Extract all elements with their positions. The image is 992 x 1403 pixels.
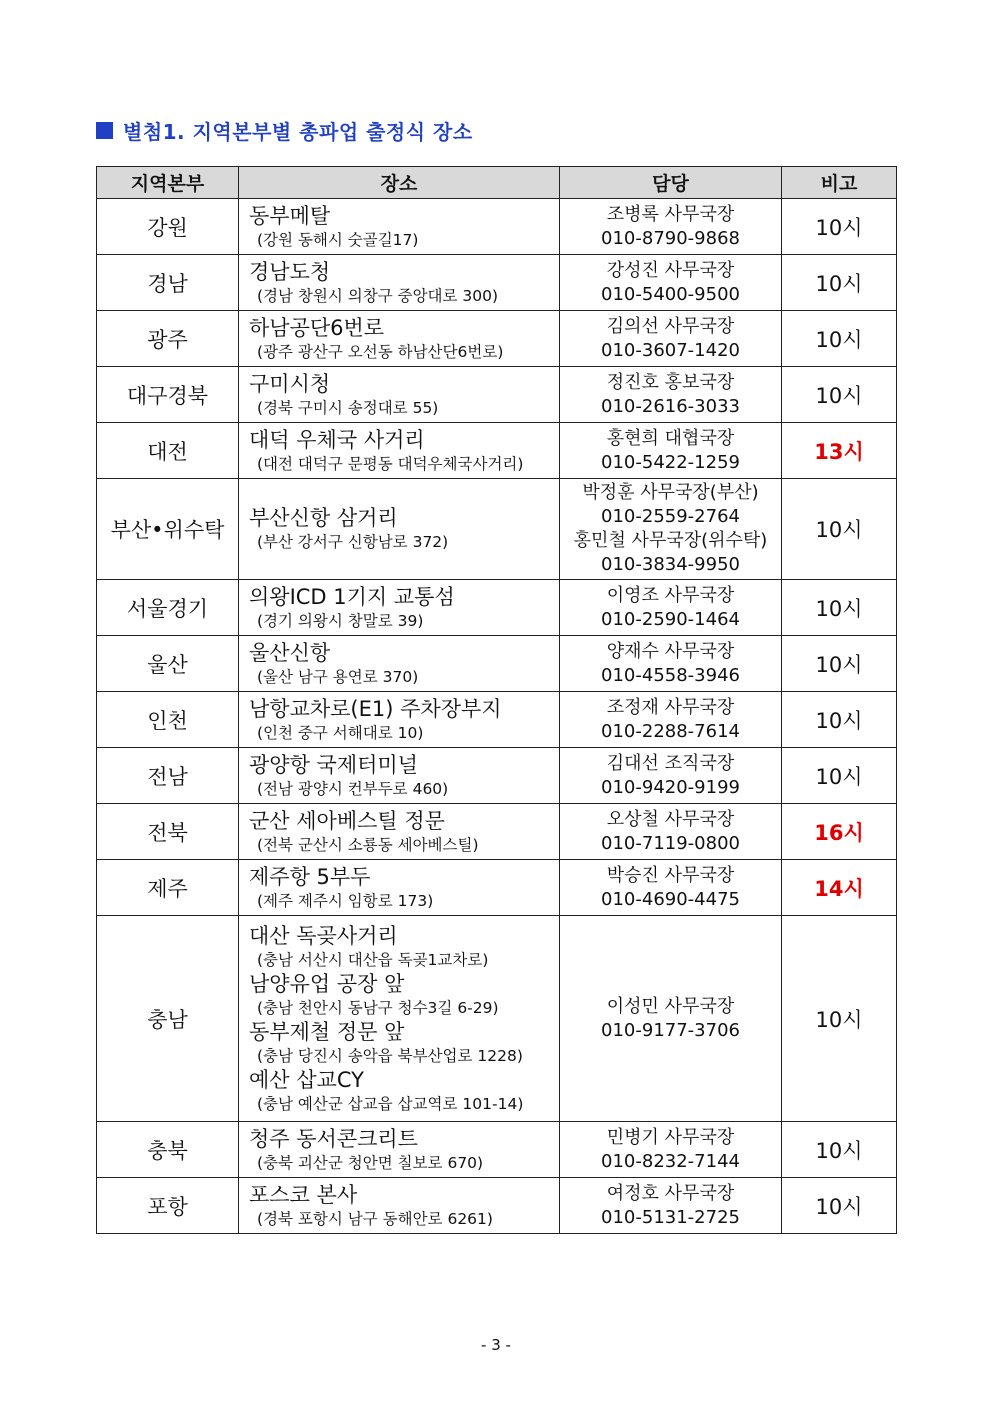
- contact-phone: 010-5131-2725: [601, 1206, 740, 1228]
- contact-phone: 010-8790-9868: [601, 227, 740, 249]
- place-name: 포스코 본사: [249, 1182, 358, 1207]
- place-name: 예산 삽교CY: [249, 1067, 364, 1092]
- square-bullet-icon: [96, 122, 113, 139]
- place-name: 동부메탈: [249, 203, 331, 228]
- table-row: [97, 860, 897, 916]
- place-cell: [239, 860, 560, 916]
- time-note-cell: 16시: [782, 804, 897, 860]
- place-cell: [239, 479, 560, 580]
- section-heading: [96, 116, 473, 145]
- contact-phone: 010-3834-9950: [601, 554, 740, 575]
- place-name: 대덕 우체국 사거리: [249, 427, 425, 452]
- contact-name: 홍민철 사무국장(위수탁): [573, 530, 768, 551]
- place-cell: [239, 748, 560, 804]
- place-name: 남항교차로(E1) 주차장부지: [249, 696, 502, 721]
- region-cell: 부산•위수탁: [97, 479, 239, 580]
- contact-cell: [560, 748, 782, 804]
- contact-name: 정진호 홍보국장: [606, 371, 735, 393]
- region-cell: 인천: [97, 692, 239, 748]
- time-note-cell: 10시: [782, 580, 897, 636]
- place-name: 광양항 국제터미널: [249, 752, 418, 777]
- region-cell: 울산: [97, 636, 239, 692]
- place-address: (광주 광산구 오선동 하남산단6번로): [257, 342, 504, 361]
- table-header-row: [97, 167, 897, 199]
- contact-name: 박승진 사무국장: [606, 864, 735, 886]
- contact-cell: [560, 311, 782, 367]
- region-cell: 전남: [97, 748, 239, 804]
- place-cell: [239, 255, 560, 311]
- region-cell: 포항: [97, 1178, 239, 1234]
- place-address: (울산 남구 용연로 370): [257, 667, 419, 686]
- heading-text: 별첨1. 지역본부별 총파업 출정식 장소: [123, 120, 473, 144]
- time-note-cell: 10시: [782, 199, 897, 255]
- place-name: 대산 독곶사거리: [249, 923, 398, 948]
- place-name: 울산신항: [249, 640, 331, 665]
- contact-cell: [560, 916, 782, 1122]
- place-name: 청주 동서콘크리트: [249, 1126, 418, 1151]
- place-name: 하남공단6번로: [249, 315, 385, 340]
- time-note-cell: 10시: [782, 255, 897, 311]
- region-cell: 대전: [97, 423, 239, 479]
- contact-name: 홍현희 대협국장: [606, 427, 735, 449]
- place-cell: [239, 423, 560, 479]
- time-note-cell: 10시: [782, 748, 897, 804]
- place-address: (경북 구미시 송정대로 55): [257, 398, 439, 417]
- place-cell: [239, 916, 560, 1122]
- place-address: (충남 서산시 대산읍 독곶1교차로): [257, 950, 489, 969]
- place-address: (충남 천안시 동남구 청수3길 6-29): [257, 998, 499, 1017]
- place-address: (경남 창원시 의창구 중앙대로 300): [257, 286, 499, 305]
- region-cell: 제주: [97, 860, 239, 916]
- region-cell: 전북: [97, 804, 239, 860]
- contact-cell: [560, 804, 782, 860]
- contact-phone: 010-2288-7614: [601, 720, 740, 742]
- contact-name: 오상철 사무국장: [606, 808, 735, 830]
- place-name: 군산 세아베스틸 정문: [249, 808, 445, 833]
- place-address: (충북 괴산군 청안면 칠보로 670): [257, 1153, 484, 1172]
- place-address: (충남 당진시 송악읍 북부산업로 1228): [257, 1046, 523, 1065]
- place-name: 남양유업 공장 앞: [249, 971, 405, 996]
- time-note-cell: 13시: [782, 423, 897, 479]
- table-row: [97, 748, 897, 804]
- place-address: (강원 동해시 숫골길17): [257, 230, 419, 249]
- region-cell: 경남: [97, 255, 239, 311]
- table-row: [97, 916, 897, 1122]
- table-row: [97, 580, 897, 636]
- contact-cell: [560, 255, 782, 311]
- time-note-cell: 10시: [782, 479, 897, 580]
- region-cell: 충남: [97, 916, 239, 1122]
- contact-cell: [560, 1178, 782, 1234]
- contact-name: 이성민 사무국장: [606, 995, 735, 1017]
- place-cell: [239, 804, 560, 860]
- table-row: [97, 1178, 897, 1234]
- time-note-cell: 10시: [782, 916, 897, 1122]
- place-address: (경기 의왕시 창말로 39): [257, 611, 424, 630]
- place-address: (제주 제주시 임항로 173): [257, 891, 434, 910]
- contact-phone: 010-3607-1420: [601, 339, 740, 361]
- contact-name: 조병록 사무국장: [606, 203, 735, 225]
- table-row: [97, 1122, 897, 1178]
- region-cell: 서울경기: [97, 580, 239, 636]
- column-header-note: 비고: [782, 167, 897, 199]
- place-address: (전북 군산시 소룡동 세아베스틸): [257, 835, 479, 854]
- contact-cell: [560, 367, 782, 423]
- contact-cell: [560, 636, 782, 692]
- contact-phone: 010-2616-3033: [601, 395, 740, 417]
- table-row: [97, 479, 897, 580]
- place-cell: [239, 1122, 560, 1178]
- contact-cell: [560, 199, 782, 255]
- contact-phone: 010-8232-7144: [601, 1150, 740, 1172]
- contact-name: 김대선 조직국장: [606, 752, 735, 774]
- contact-cell: [560, 423, 782, 479]
- region-cell: 강원: [97, 199, 239, 255]
- place-cell: [239, 1178, 560, 1234]
- place-name: 의왕ICD 1기지 교통섬: [249, 584, 455, 609]
- place-address: (전남 광양시 컨부두로 460): [257, 779, 449, 798]
- place-name: 경남도청: [249, 259, 331, 284]
- contact-name: 조정재 사무국장: [606, 696, 735, 718]
- contact-phone: 010-9420-9199: [601, 776, 740, 798]
- contact-name: 여정호 사무국장: [606, 1182, 735, 1204]
- table-row: [97, 255, 897, 311]
- region-cell: 대구경북: [97, 367, 239, 423]
- contact-cell: [560, 580, 782, 636]
- place-cell: [239, 199, 560, 255]
- time-note-cell: 10시: [782, 367, 897, 423]
- contact-name: 이영조 사무국장: [606, 584, 735, 606]
- contact-phone: 010-2590-1464: [601, 608, 740, 630]
- table-row: [97, 311, 897, 367]
- contact-name: 강성진 사무국장: [606, 259, 735, 281]
- place-cell: [239, 636, 560, 692]
- table-row: [97, 199, 897, 255]
- table-row: [97, 636, 897, 692]
- page-number: - 3 -: [481, 1336, 511, 1354]
- schedule-table: [96, 166, 897, 1234]
- place-cell: [239, 311, 560, 367]
- time-note-cell: 10시: [782, 311, 897, 367]
- contact-phone: 010-7119-0800: [601, 832, 740, 854]
- contact-phone: 010-5400-9500: [601, 283, 740, 305]
- contact-name: 민병기 사무국장: [606, 1126, 735, 1148]
- table-row: [97, 692, 897, 748]
- contact-phone: 010-5422-1259: [601, 451, 740, 473]
- column-header-contact: 담당: [560, 167, 782, 199]
- contact-cell: [560, 692, 782, 748]
- region-cell: 광주: [97, 311, 239, 367]
- contact-cell: [560, 1122, 782, 1178]
- time-note-cell: 10시: [782, 636, 897, 692]
- contact-phone: 010-2559-2764: [601, 506, 740, 527]
- contact-name: 양재수 사무국장: [606, 640, 735, 662]
- place-address: (인천 중구 서해대로 10): [257, 723, 424, 742]
- time-note-cell: 10시: [782, 692, 897, 748]
- time-note-cell: 14시: [782, 860, 897, 916]
- column-header-place: 장소: [239, 167, 560, 199]
- contact-name: 박정훈 사무국장(부산): [582, 482, 759, 503]
- region-cell: 충북: [97, 1122, 239, 1178]
- time-note-cell: 10시: [782, 1178, 897, 1234]
- contact-phone: 010-4690-4475: [601, 888, 740, 910]
- table-row: [97, 367, 897, 423]
- contact-cell: [560, 479, 782, 580]
- column-header-region: 지역본부: [97, 167, 239, 199]
- place-name: 동부제철 정문 앞: [249, 1019, 405, 1044]
- place-cell: [239, 580, 560, 636]
- contact-name: 김의선 사무국장: [606, 315, 735, 337]
- place-name: 구미시청: [249, 371, 331, 396]
- place-address: (충남 예산군 삽교읍 삽교역로 101-14): [257, 1094, 524, 1113]
- contact-phone: 010-9177-3706: [601, 1019, 740, 1041]
- place-cell: [239, 692, 560, 748]
- contact-cell: [560, 860, 782, 916]
- place-address: (대전 대덕구 문평동 대덕우체국사거리): [257, 454, 524, 473]
- contact-phone: 010-4558-3946: [601, 664, 740, 686]
- time-note-cell: 10시: [782, 1122, 897, 1178]
- table-row: [97, 423, 897, 479]
- table-row: [97, 804, 897, 860]
- place-cell: [239, 367, 560, 423]
- place-address: (부산 강서구 신항남로 372): [257, 533, 449, 551]
- place-name: 제주항 5부두: [249, 864, 371, 889]
- place-address: (경북 포항시 남구 동해안로 6261): [257, 1209, 493, 1228]
- place-name: 부산신항 삼거리: [249, 506, 398, 530]
